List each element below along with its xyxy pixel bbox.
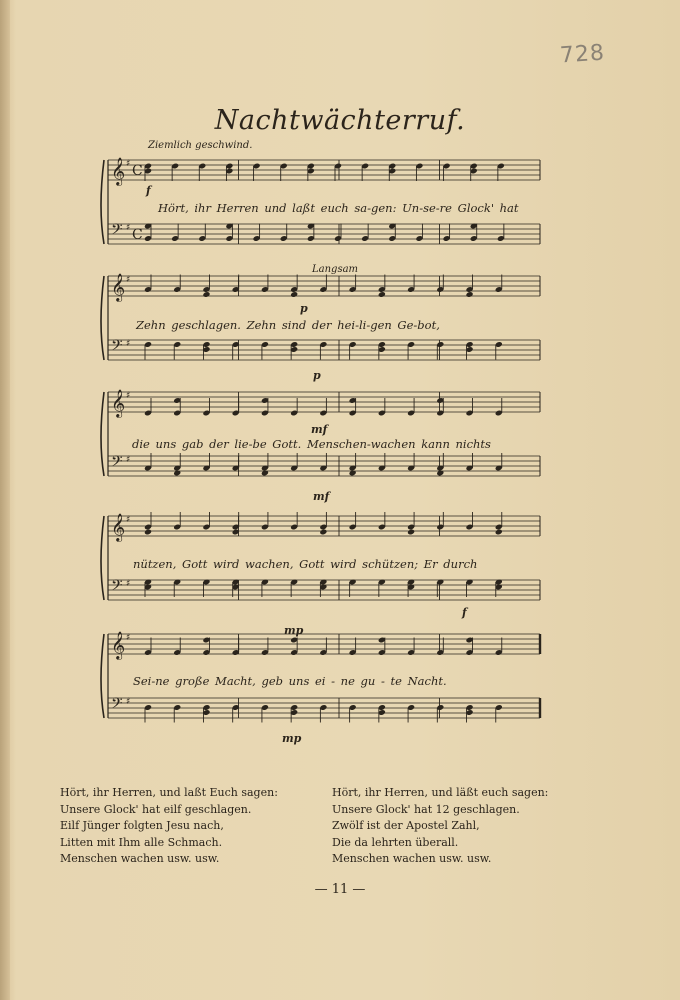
key-signature-sharp: ♯ [126, 223, 131, 233]
verse-left-line: Eilf Jünger folgten Jesu nach, [60, 819, 224, 832]
treble-clef: 𝄞 [111, 631, 126, 659]
note-head [495, 529, 503, 536]
key-signature-sharp: ♯ [126, 391, 131, 401]
treble-clef: 𝄞 [111, 273, 126, 301]
verse-left-line: Hört, ihr Herren, und laßt Euch sagen: [60, 786, 278, 799]
verse-right-line: Unsere Glock' hat 12 geschlagen. [332, 802, 520, 816]
time-signature: C [132, 227, 143, 243]
verse-right-line: Hört, ihr Herren, und läßt euch sagen: [332, 786, 549, 799]
dynamic-forte: f [146, 184, 151, 197]
note-head [378, 291, 386, 298]
time-signature: C [132, 163, 143, 179]
lyric-line-4: nützen, Gott wird wachen, Gott wird schützen; Er durch [133, 557, 478, 571]
treble-clef: 𝄞 [111, 513, 126, 541]
shelf-mark: 728 [559, 40, 606, 69]
key-signature-sharp: ♯ [126, 697, 131, 707]
key-signature-sharp: ♯ [126, 455, 131, 465]
system-brace [101, 634, 104, 718]
note-head [290, 291, 298, 298]
note-head [319, 529, 327, 536]
treble-clef: 𝄞 [111, 157, 126, 185]
lyric-line-1: Hört, ihr Herren und laßt euch sa-gen: Un-se-re Glock' hat [158, 201, 519, 215]
note-head [202, 291, 210, 298]
tempo-change-marking: Langsam [312, 264, 359, 275]
verse-stanza-left [60, 785, 278, 868]
verse-left-line: Unsere Glock' hat eilf geschlagen. [60, 802, 252, 816]
bass-clef: 𝄢 [111, 337, 123, 358]
note-head [144, 529, 152, 536]
song-title: Nachtwächterruf. [214, 105, 466, 136]
key-signature-sharp: ♯ [126, 339, 131, 349]
key-signature-sharp: ♯ [126, 515, 131, 525]
verse-left-line: Menschen wachen usw. usw. [60, 852, 220, 865]
bass-clef: 𝄢 [111, 695, 123, 716]
page-spine-shadow [0, 0, 10, 1000]
treble-clef: 𝄞 [111, 389, 126, 417]
verse-left-line: Litten mit Ihm alle Schmach. [60, 835, 223, 849]
key-signature-sharp: ♯ [126, 633, 131, 643]
dynamic-mezzoforte-upper: mf [311, 423, 328, 436]
lyric-line-5: Sei-ne große Macht, geb uns ei - ne gu - te Nacht. [133, 674, 447, 688]
note-head [407, 529, 415, 536]
dynamic-mezzoforte-lower: mf [313, 490, 330, 503]
verse-right-line: Die da lehrten überall. [332, 835, 459, 849]
verse-right-line: Zwölf ist der Apostel Zahl, [332, 819, 480, 832]
lyric-line-2: Zehn geschlagen. Zehn sind der hei-li-gen Ge-bot, [136, 318, 440, 332]
dynamic-forte-lower: f [462, 606, 467, 619]
system-brace [101, 392, 104, 476]
verse-stanza-right [332, 785, 548, 868]
key-signature-sharp: ♯ [126, 579, 131, 589]
dynamic-piano-lower: p [313, 369, 321, 382]
page-number: — 11 — [314, 882, 366, 897]
key-signature-sharp: ♯ [126, 275, 131, 285]
dynamic-mezzopiano-upper: mp [284, 624, 304, 637]
system-brace [101, 160, 104, 244]
bass-clef: 𝄢 [111, 221, 123, 242]
bass-clef: 𝄢 [111, 453, 123, 474]
tempo-marking: Ziemlich geschwind. [148, 140, 253, 151]
system-brace [101, 276, 104, 360]
verse-right-line: Menschen wachen usw. usw. [332, 852, 492, 865]
dynamic-piano-upper: p [300, 302, 308, 315]
dynamic-mezzopiano-lower: mp [282, 732, 302, 745]
lyric-line-3: die uns gab der lie-be Gott. Menschen-wachen kann nichts [132, 437, 491, 451]
note-head [466, 291, 474, 298]
bass-clef: 𝄢 [111, 577, 123, 598]
key-signature-sharp: ♯ [126, 159, 131, 169]
system-brace [101, 516, 104, 600]
